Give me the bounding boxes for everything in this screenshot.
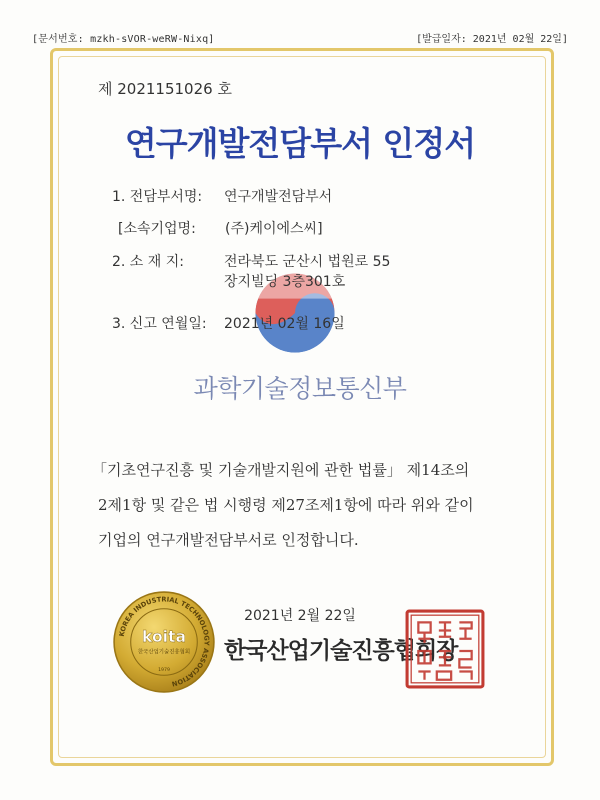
ministry-name: 과학기술정보통신부 xyxy=(193,374,407,403)
date-label: 3. 신고 연월일: xyxy=(112,316,207,332)
certificate-title: 연구개발전담부서 인정서 xyxy=(124,124,476,163)
body-line-3: 기업의 연구개발전담부서로 인정합니다. xyxy=(98,531,359,549)
company-row xyxy=(118,218,323,238)
company-label: [소속기업명: xyxy=(118,221,196,237)
dept-value: 연구개발전담부서 xyxy=(224,189,333,205)
address-line1: 전라북도 군산시 법원로 55 xyxy=(224,254,391,270)
body-line-2: 2제1항 및 같은 법 시행령 제27조제1항에 따라 위와 같이 xyxy=(98,496,474,514)
issuer-name: 한국산업기술진흥협회장 xyxy=(224,638,458,664)
date-value: 2021년 02월 16일 xyxy=(224,316,345,332)
address-label: 2. 소 재 지: xyxy=(112,254,184,270)
koita-seal-icon xyxy=(112,590,216,694)
address-line2: 장지빌딩 3층301호 xyxy=(224,274,346,290)
company-value: (주)케이에스씨] xyxy=(225,221,323,237)
body-line-1: 「기초연구진흥 및 기술개발지원에 관한 법률」 제14조의 xyxy=(92,461,470,479)
date-row xyxy=(112,313,345,333)
document-number: [문서번호: mzkh-sVOR-weRW-Nixq] xyxy=(32,34,215,45)
certificate-number: 제 2021151026 호 xyxy=(98,80,232,98)
sign-date: 2021년 2월 22일 xyxy=(244,608,356,624)
official-stamp-icon xyxy=(404,608,486,690)
seal-inner-text: 한국산업기술진흥협회 xyxy=(137,649,191,656)
seal-year: 1979 xyxy=(158,668,170,674)
dept-row xyxy=(112,186,332,206)
seal-ring-text: KOREA INDUSTRIAL TECHNOLOGY ASSOCIATION xyxy=(117,595,211,688)
seal-logo-text: koita xyxy=(142,628,186,646)
address-row xyxy=(112,251,390,271)
dept-label: 1. 전담부서명: xyxy=(112,189,203,205)
issue-date: [발급일자: 2021년 02월 22일] xyxy=(416,34,568,45)
